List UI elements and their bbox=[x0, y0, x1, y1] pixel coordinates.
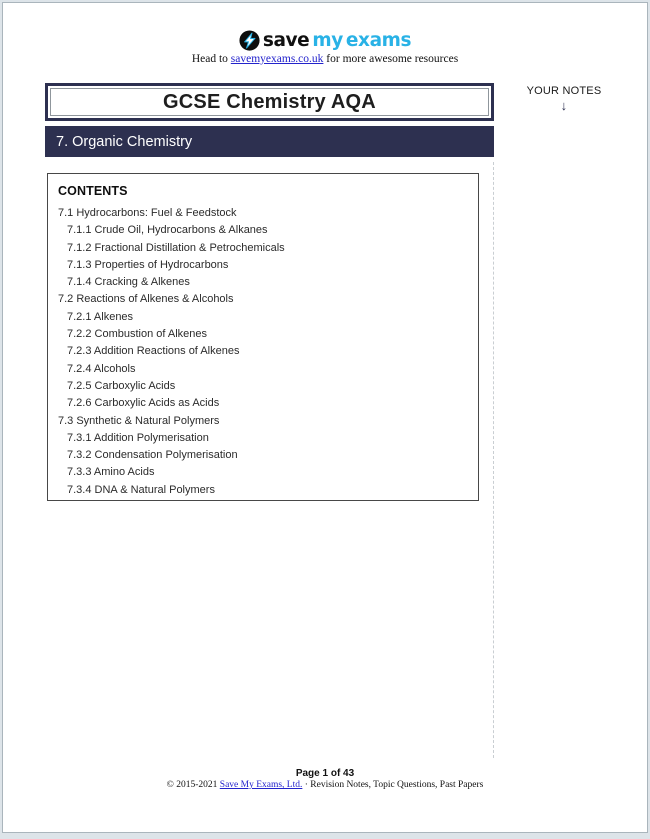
header-tagline bbox=[3, 53, 647, 65]
save-my-exams-ltd-link[interactable]: Save My Exams, Ltd. bbox=[219, 780, 303, 790]
course-title-box bbox=[45, 83, 494, 121]
page-title: GCSE Chemistry AQA bbox=[163, 90, 376, 113]
toc-item: 7.2.1 Alkenes bbox=[67, 310, 134, 323]
toc-item: 7.2.4 Alcohols bbox=[67, 362, 136, 375]
savemyexams-link[interactable]: savemyexams.co.uk bbox=[230, 53, 324, 65]
lightning-bolt-icon bbox=[239, 30, 260, 51]
notes-column-divider bbox=[493, 162, 494, 758]
toc-item: 7.2.6 Carboxylic Acids as Acids bbox=[67, 397, 220, 410]
toc-item: 7.2.5 Carboxylic Acids bbox=[67, 379, 176, 392]
tagline-prefix: Head to bbox=[191, 53, 231, 65]
course-title-inner-frame bbox=[50, 88, 489, 116]
toc-item: 7.3.3 Amino Acids bbox=[67, 466, 155, 479]
toc-item: 7.2.3 Addition Reactions of Alkenes bbox=[67, 345, 240, 358]
toc-item: 7.3 Synthetic & Natural Polymers bbox=[58, 414, 220, 427]
page-number: Page 1 of 43 bbox=[295, 768, 355, 779]
logo-word-save: save bbox=[262, 30, 310, 51]
logo-word-exams: exams bbox=[345, 30, 412, 51]
toc-item: 7.3.4 DNA & Natural Polymers bbox=[67, 483, 215, 496]
contents-box bbox=[47, 173, 479, 501]
toc-item: 7.2.2 Combustion of Alkenes bbox=[67, 328, 208, 341]
toc-item: 7.1.2 Fractional Distillation & Petrochemicals bbox=[67, 241, 285, 254]
logo-word-my: my bbox=[312, 30, 343, 51]
document-page bbox=[2, 2, 648, 833]
brand-logo bbox=[3, 30, 647, 51]
tagline-suffix: for more awesome resources bbox=[323, 53, 459, 65]
your-notes-label: YOUR NOTES bbox=[526, 85, 602, 97]
toc-item: 7.3.1 Addition Polymerisation bbox=[67, 431, 209, 444]
toc-item: 7.1.4 Cracking & Alkenes bbox=[67, 276, 190, 289]
toc-item: 7.1.3 Properties of Hydrocarbons bbox=[67, 258, 229, 271]
your-notes-column-header bbox=[514, 85, 614, 113]
toc-item: 7.1.1 Crude Oil, Hydrocarbons & Alkanes bbox=[67, 224, 268, 237]
toc-item: 7.1 Hydrocarbons: Fuel & Feedstock bbox=[58, 207, 237, 219]
section-banner bbox=[45, 126, 494, 157]
copyright-prefix: © 2015-2021 bbox=[166, 780, 220, 790]
toc-item: 7.3.2 Condensation Polymerisation bbox=[67, 449, 238, 462]
copyright-suffix: · Revision Notes, Topic Questions, Past Papers bbox=[302, 780, 484, 790]
contents-heading: CONTENTS bbox=[58, 184, 128, 198]
down-arrow-icon: ↓ bbox=[560, 98, 568, 113]
copyright-line bbox=[3, 780, 647, 790]
section-banner-label: 7. Organic Chemistry bbox=[56, 133, 193, 150]
toc-item: 7.2 Reactions of Alkenes & Alcohols bbox=[58, 293, 234, 306]
